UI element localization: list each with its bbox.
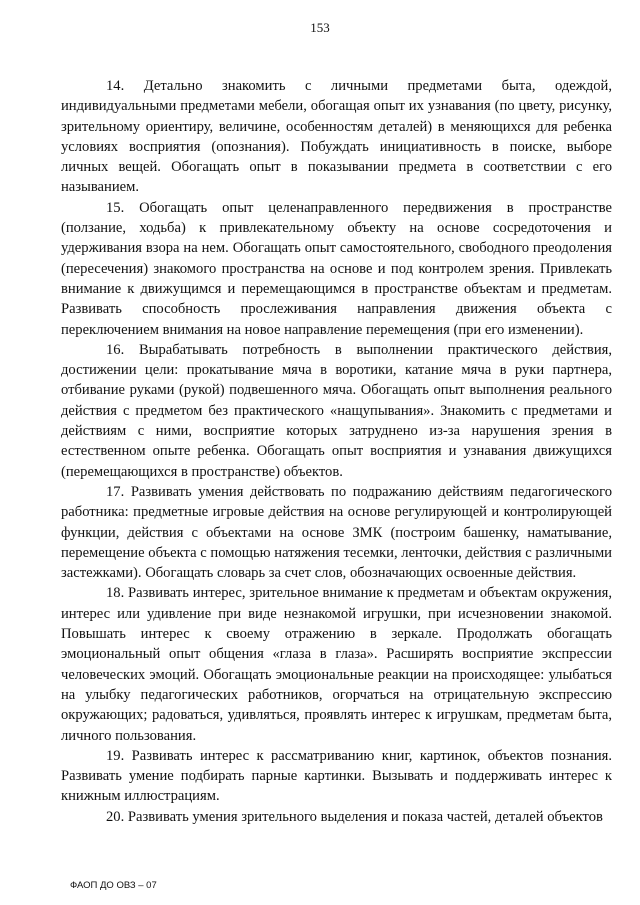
paragraph-16: 16. Вырабатывать потребность в выполнении практического действия, достижении цели: прокатывание мяча в воротики, катание мяча в руки партнера, отбивание руками (рукой) подвешенного мяча. Обогащать опыт выполнения реального действия с предметом без практического «нащупывания». Знакомить с предметами и действиям с ними, восприятие которых затруднено из-за нарушения зрения в естественном опыте ребенка. Обогащать опыт восприятия и узнавания движущихся (перемещающихся в пространстве) объектов.: [61, 341, 612, 480]
paragraph-14: 14. Детально знакомить с личными предметами быта, одеждой, индивидуальными предметами мебели, обогащая опыт их узнавания (по цвету, рисунку, зрительному ориентиру, величине, особенностям деталей) в меняющихся для ребенка условиях восприятия (опознания). Побуждать инициативность в поиске, выборе личных вещей. Обогащать опыт в показывании предмета в соответствии с его называнием.: [61, 78, 612, 196]
paragraph-15: 15. Обогащать опыт целенаправленного передвижения в пространстве (ползание, ходьба) к привлекательному объекту на основе сосредоточения и удерживания взора на нем. Обогащать опыт самостоятельного, свободного преодоления (пересечения) знакомого пространства на основе и под контролем зрения. Привлекать внимание к движущимся и перемещающимся в пространстве объектам и предметам. Развивать способность прослеживания направления движения объекта с переключением внимания на новое направление перемещения (при его изменении).: [61, 199, 612, 338]
paragraph-19: 19. Развивать интерес к рассматриванию книг, картинок, объектов познания. Развивать умение подбирать парные картинки. Вызывать и поддерживать интерес к книжным иллюстрациям.: [61, 747, 612, 805]
page-number: 153: [310, 20, 330, 35]
paragraph-20: 20. Развивать умения зрительного выделения и показа частей, деталей объектов: [106, 808, 603, 825]
document-body: [61, 76, 612, 827]
paragraph-18: 18. Развивать интерес, зрительное внимание к предметам и объектам окружения, интерес или удивление при виде незнакомой игрушки, при исчезновении знакомой. Повышать интерес к своему отражению в зеркале. Продолжать обогащать эмоциональный опыт общения «глаза в глаза». Расширять восприятие экспрессии человеческих эмоций. Обогащать эмоциональные реакции на происходящее: улыбаться на улыбку педагогических работников, огорчаться на отрицательную экспрессию окружающих; радоваться, удивляться, проявлять интерес к игрушкам, предметам быта, личного пользования.: [61, 585, 612, 744]
paragraph-17: 17. Развивать умения действовать по подражанию действиям педагогического работника: предметные игровые действия на основе регулирующей и контролирующей функции, действия с объектами на основе ЗМК (построим башенку, наматывание, перемещение объекта с помощью натяжения тесемки, ленточки, действия с различными застежками). Обогащать словарь за счет слов, обозначающих освоенные действия.: [61, 483, 612, 582]
document-footer: ФАОП ДО ОВЗ – 07: [70, 880, 157, 891]
